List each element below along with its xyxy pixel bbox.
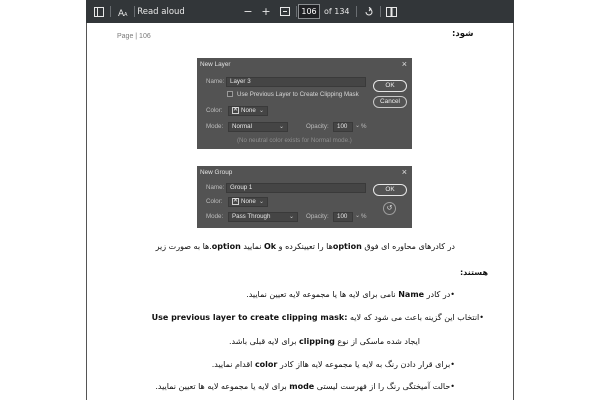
text-run-bold: هستند: xyxy=(459,268,488,277)
name-label: Name: xyxy=(206,78,225,85)
opacity-dropdown-icon[interactable]: ⌄ xyxy=(355,212,361,219)
text-run: •انتخاب این گزینه باعث می شود که لایه xyxy=(349,313,484,322)
text-run: نامی برای لایه ها یا مجموعه لایه تعیین نمایید. xyxy=(246,290,399,299)
ok-button[interactable]: OK xyxy=(373,184,407,196)
bullet-name xyxy=(246,290,455,299)
name-field[interactable]: Layer 3 xyxy=(226,77,366,87)
text-run-bold: clipping xyxy=(299,337,335,346)
opacity-label: Opacity: xyxy=(306,123,329,130)
opacity-value: 100 xyxy=(337,123,348,130)
text-run: •حالت آمیختگی رنگ را از فهرست لیستی xyxy=(314,382,455,391)
page-number-input[interactable]: 106 xyxy=(298,4,320,19)
chevron-down-icon: ⌄ xyxy=(258,199,264,205)
color-value: None xyxy=(241,198,256,206)
text-run-bold: option xyxy=(332,242,362,251)
zoom-out-button[interactable] xyxy=(242,0,254,23)
no-color-swatch-icon: ✕ xyxy=(233,107,239,113)
page-total: of 134 xyxy=(324,7,350,16)
text-run-bold: :Use previous layer to create clipping mask xyxy=(151,313,348,322)
reset-icon[interactable]: ↺ xyxy=(383,202,396,215)
bullet-color xyxy=(212,360,455,369)
mode-label: Mode: xyxy=(206,123,224,130)
text-run: ها را تعیینکرده و xyxy=(276,242,333,251)
left-margin xyxy=(0,0,86,400)
page-number-label: Page | 106 xyxy=(117,33,151,40)
mode-value: Pass Through xyxy=(232,213,271,220)
rotate-icon[interactable] xyxy=(362,0,376,23)
plus-icon: + xyxy=(261,5,271,18)
pdf-toolbar xyxy=(86,0,514,23)
text-run: •برای قرار دادن رنگ به لایه یا مجموعه لایه هااز کادر xyxy=(277,360,455,369)
percent-sign: % xyxy=(361,213,367,220)
color-dropdown[interactable] xyxy=(228,197,268,207)
chevron-down-icon: ⌄ xyxy=(288,214,294,220)
text-run-bold: Name xyxy=(398,290,425,299)
text-run: .ها به صورت زیر xyxy=(155,242,212,251)
read-aloud-button[interactable] xyxy=(118,0,190,23)
mode-value: Normal xyxy=(232,123,252,130)
text-run: نمایید xyxy=(240,242,264,251)
percent-sign: % xyxy=(361,123,367,130)
cancel-button[interactable]: Cancel xyxy=(373,96,407,108)
opacity-field[interactable] xyxy=(333,212,353,222)
opacity-field[interactable] xyxy=(333,122,353,132)
text-run: اقدام نمایید. xyxy=(211,360,255,369)
dialog-title: New Layer xyxy=(200,61,231,68)
divider xyxy=(110,6,111,17)
contents-icon[interactable] xyxy=(92,0,106,23)
page-edge-right xyxy=(513,23,514,400)
color-dropdown[interactable] xyxy=(228,106,268,116)
close-icon[interactable]: × xyxy=(401,59,407,69)
svg-text:A: A xyxy=(118,8,125,17)
minus-icon: − xyxy=(243,5,253,18)
ok-button[interactable]: OK xyxy=(373,80,407,92)
zoom-in-button[interactable] xyxy=(260,0,272,23)
text-run-bold: mode xyxy=(289,382,315,391)
text-run: •در کادر xyxy=(424,290,455,299)
paragraph-line-2 xyxy=(460,268,488,277)
new-layer-dialog xyxy=(197,58,412,149)
page-edge-left xyxy=(86,23,87,400)
text-run: ایجاد شده ماسکی از نوع xyxy=(334,337,420,346)
divider xyxy=(380,6,381,17)
fit-page-icon[interactable] xyxy=(278,0,292,23)
opacity-value: 100 xyxy=(337,213,348,220)
color-label: Color: xyxy=(206,107,223,114)
name-field[interactable]: Group 1 xyxy=(226,183,366,193)
no-color-swatch-icon: ✕ xyxy=(233,198,239,204)
read-aloud-label: Read aloud xyxy=(137,6,185,17)
mode-dropdown[interactable] xyxy=(228,212,298,222)
text-run-bold: color xyxy=(254,360,278,369)
text-run: برای لایه یا مجموعه لایه ها تعیین نمایید. xyxy=(155,382,290,391)
new-group-dialog xyxy=(197,166,412,228)
text-run-bold: Ok xyxy=(264,242,277,251)
name-label: Name: xyxy=(206,184,225,191)
neutral-color-note: (No neutral color exists for Normal mode.) xyxy=(237,137,352,144)
chevron-down-icon: ⌄ xyxy=(278,124,284,130)
opacity-label: Opacity: xyxy=(306,213,329,220)
text-run-bold: option xyxy=(211,242,241,251)
svg-text:A: A xyxy=(124,11,128,17)
bullet-clipping-cont xyxy=(229,337,420,346)
color-value: None xyxy=(241,107,256,115)
mode-label: Mode: xyxy=(206,213,224,220)
clipping-mask-checkbox[interactable] xyxy=(227,91,233,97)
color-label: Color: xyxy=(206,198,223,205)
bullet-clipping-mask xyxy=(152,313,484,322)
mode-dropdown[interactable] xyxy=(228,122,288,132)
heading-tail-text: شود: xyxy=(452,29,474,39)
dialog-title: New Group xyxy=(200,169,233,176)
text-run: برای لایه قبلی باشد. xyxy=(228,337,299,346)
paragraph-line-1 xyxy=(156,242,455,251)
text-run: در کادرهای محاوره ای فوق xyxy=(361,242,455,251)
two-page-view-icon[interactable] xyxy=(384,0,398,23)
divider xyxy=(296,6,297,17)
opacity-dropdown-icon[interactable]: ⌄ xyxy=(355,122,361,129)
divider xyxy=(356,6,357,17)
bullet-mode xyxy=(155,382,455,391)
right-margin xyxy=(514,0,600,400)
chevron-down-icon: ⌄ xyxy=(258,108,264,114)
clipping-mask-label: Use Previous Layer to Create Clipping Mask xyxy=(237,91,359,98)
close-icon[interactable]: × xyxy=(401,167,407,177)
